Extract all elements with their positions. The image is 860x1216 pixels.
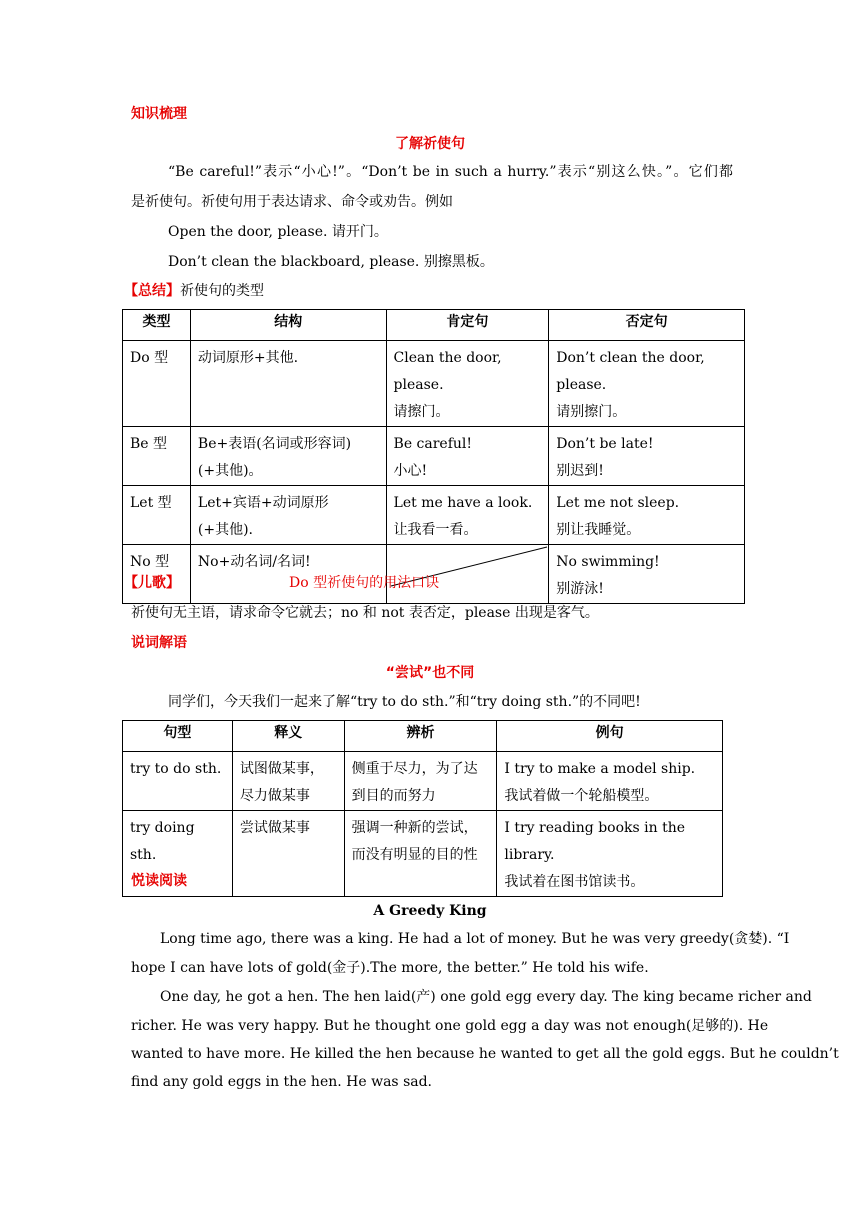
story-line-4: richer. He was very happy. But he thought one gold egg a day was not enough(足够的). He [131, 1018, 769, 1034]
summary-tag: 【总结】 [124, 283, 180, 299]
try-intro: 同学们，今天我们一起来了解“try to do sth.”和“try doing sth.”的不同吧! [168, 694, 641, 710]
story-line-1: Long time ago, there was a king. He had a lot of money. But he was very greedy(贪婪). “I [160, 931, 790, 947]
intro-paragraph-line-1: “Be careful!”表示“小心!”。“Don’t be in such a hurry.”表示“别这么快。”。它们都 [168, 164, 733, 180]
section-heading-word-explain: 说词解语 [131, 635, 187, 651]
cell-pattern: try to do sth. [123, 752, 233, 811]
cell-negative-zh: 请别擦门。 [556, 404, 627, 420]
cell-meaning-extra: 尽力做某事 [239, 788, 310, 804]
diagonal-strike [387, 545, 550, 602]
table-header-row [123, 310, 745, 341]
cell-structure-extra: (+其他). [197, 522, 254, 538]
header-structure: 结构 [190, 310, 386, 341]
imperative-types-table [122, 309, 745, 604]
table-row [123, 545, 745, 604]
header-example: 例句 [497, 721, 723, 752]
cell-negative-zh: 别让我睡觉。 [556, 522, 641, 538]
cell-type: Be 型 [123, 427, 191, 486]
cell-example-zh: 我试着做一个轮船模型。 [504, 788, 659, 804]
cell-type: Let 型 [123, 486, 191, 545]
table-row [123, 811, 723, 897]
cell-positive-empty [386, 545, 549, 604]
story-title: A Greedy King [373, 903, 487, 919]
cell-meaning: 尝试做某事 [239, 820, 310, 836]
cell-positive-zh: 小心! [393, 463, 428, 479]
table-header-row [123, 721, 723, 752]
cell-analysis-extra: 而没有明显的目的性 [351, 847, 478, 863]
table-row [123, 486, 745, 545]
cell-meaning: 试图做某事， [239, 761, 324, 777]
cell-structure-extra: (+其他)。 [197, 463, 263, 479]
cell-type: Do 型 [123, 341, 191, 427]
summary-text: 祈使句的类型 [180, 283, 264, 299]
cell-positive-en: Let me have a look. [393, 495, 533, 511]
song-tag: 【儿歌】 [124, 575, 180, 591]
cell-structure: 动词原形+其他. [197, 350, 299, 366]
story-line-5: wanted to have more. He killed the hen because he wanted to get all the gold eggs. But he couldn’t [131, 1046, 839, 1062]
header-pattern: 句型 [123, 721, 233, 752]
cell-pattern: try doing sth. [123, 811, 233, 897]
cell-example-en: I try to make a model ship. [504, 761, 696, 777]
cell-positive-zh: 请擦门。 [393, 404, 450, 420]
cell-analysis: 强调一种新的尝试， [351, 820, 478, 836]
story-line-6: find any gold eggs in the hen. He was sad. [131, 1074, 433, 1090]
cell-analysis-extra: 到目的而努力 [351, 788, 436, 804]
header-negative: 否定句 [549, 310, 745, 341]
cell-example-en: I try reading books in the library. [504, 820, 686, 863]
cell-negative-en: No swimming! [556, 554, 660, 570]
song-line [124, 575, 180, 592]
cell-negative-en: Don’t clean the door, please. [556, 350, 705, 393]
example-sentence-1: Open the door, please. 请开门。 [168, 224, 388, 240]
cell-negative-zh: 别游泳! [556, 581, 604, 597]
header-positive: 肯定句 [386, 310, 549, 341]
cell-positive-zh: 让我看一看。 [393, 522, 478, 538]
song-title: Do 型祈使句的用法口诀 [289, 575, 440, 591]
intro-paragraph-line-2: 是祈使句。祈使句用于表达请求、命令或劝告。例如 [131, 194, 453, 210]
section-heading-reading: 悦读阅读 [131, 873, 187, 889]
story-line-3: One day, he got a hen. The hen laid(产) one gold egg every day. The king became richer and [160, 989, 812, 1005]
cell-structure: Be+表语(名词或形容词) [197, 436, 352, 452]
cell-positive-en: Clean the door, please. [393, 350, 502, 393]
header-analysis: 辨析 [344, 721, 497, 752]
section-heading-knowledge: 知识梳理 [131, 106, 187, 122]
table-row [123, 427, 745, 486]
imperative-title: 了解祈使句 [395, 136, 465, 152]
try-comparison-table [122, 720, 723, 897]
cell-example-zh: 我试着在图书馆读书。 [504, 874, 645, 890]
table-row [123, 752, 723, 811]
try-title: “尝试”也不同 [385, 665, 475, 681]
table-row [123, 341, 745, 427]
cell-negative-zh: 别迟到! [556, 463, 604, 479]
summary-line [124, 283, 264, 300]
header-type: 类型 [123, 310, 191, 341]
cell-positive-en: Be careful! [393, 436, 473, 452]
song-text: 祈使句无主语，请求命令它就去；no 和 not 表否定，please 出现是客气。 [131, 605, 599, 621]
cell-structure: No+动名词/名词! [197, 554, 311, 570]
header-meaning: 释义 [232, 721, 344, 752]
story-line-2: hope I can have lots of gold(金子).The more, the better.” He told his wife. [131, 960, 649, 976]
cell-negative-en: Let me not sleep. [556, 495, 680, 511]
example-sentence-2: Don’t clean the blackboard, please. 别擦黑板。 [168, 254, 494, 270]
cell-analysis: 侧重于尽力，为了达 [351, 761, 478, 777]
cell-type: No 型 [123, 545, 191, 604]
cell-negative-en: Don’t be late! [556, 436, 654, 452]
cell-structure: Let+宾语+动词原形 [197, 495, 329, 511]
